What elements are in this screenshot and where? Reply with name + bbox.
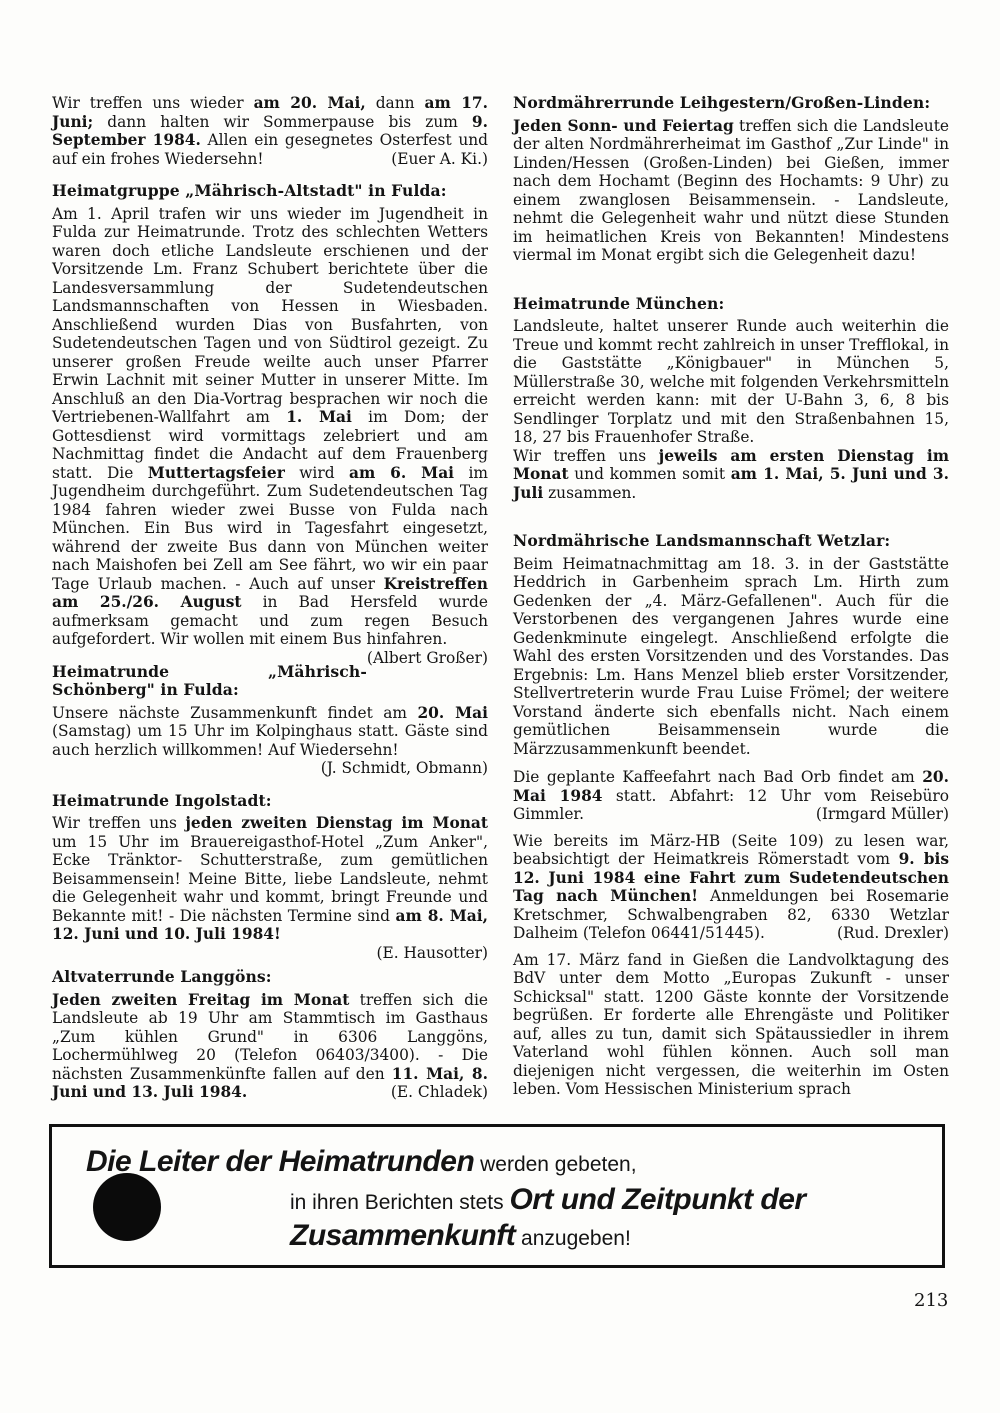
text: Wir treffen uns (52, 814, 186, 832)
date-highlight: am 17. Juni; (52, 94, 489, 131)
date-highlight: am 8. Mai, 12. Juni und 10. Juli 1984! (52, 906, 488, 943)
date-highlight: jeweils am ersten Dienstag im Monat (513, 446, 949, 483)
section-heading: Altvaterrunde Langgöns: (52, 967, 272, 986)
text: treffen sich die Landsleute der alten Nordmährerheimat im Gasthof „Zur Linde" in Linden/Hessen (Großen-Linden) bei Gießen, immer nach dem Hochamt (Beginn des Hochamts: 9 Uhr) zu einem zwanglosen Beisammensein. - Landsleute, nehmt die Gelegenheit wahr und nützt diese Stunden im heimatlichen Kreis von Bekannten! Mindestens viermal im Monat ergibt sich die Gelegenheit dazu! (513, 116, 949, 264)
notice-emphasis: Die Leiter der Heimatrunden (86, 1145, 475, 1178)
section-heading: Heimatrunde „Mährisch-Schönberg" in Fulda: (52, 661, 367, 699)
text: dann halten wir Sommerpause bis zum (93, 112, 472, 131)
section-ingolstadt (52, 792, 488, 963)
event-highlight: 9. bis 12. Juni 1984 eine Fahrt zum Sudetendeutschen Tag nach München! (513, 850, 950, 905)
section-heading: Heimatrunde Ingolstadt: (52, 790, 272, 810)
text: treffen sich die Landsleute ab 19 Uhr am Stammtisch im Gasthaus „Zum kühlen Grund" in 6306 Langgöns, Lochermühlweg 20 (Telefon 06403/3400). - Die nächsten Zusammenkünfte fallen auf den (52, 990, 488, 1083)
text: im Jugendheim durchgeführt. Zum Sudetendeutschen Tag 1984 fahren wieder zwei Busse von Fulda nach München. Ein Bus wird in Tagesfahrt eingesetzt, während der zweite Bus dann von München weiter nach Maishofen bei Zell am See fährt, wo wir ein paar Tage Urlaub machen. - Auch auf unser (52, 463, 488, 593)
event-highlight: Muttertagsfeier (147, 463, 285, 482)
section-heading: Nordmährerrunde Leihgestern/Großen-Linden: (513, 93, 931, 112)
text: Allen ein gesegnetes Osterfest und auf ein frohes Wiedersehn! (52, 131, 488, 168)
paragraph: Beim Heimatnachmittag am 18. 3. in der Gaststätte Heddrich in Garbenheim sprach Lm. Hirth zum Gedenken der „4. März-Gefallenen". Auch für die Verstorbenen des vergangenen Jahres wurde eine Gedenkminute eingelegt. Anschließend erfolgte die Wahl des ersten Vorsitzenden und des Vorstandes. Das Ergebnis: Lm. Hans Menzel blieb erster Vorsitzender, Stellvertreterin wurde Frau Luise Frömel; der weitere Vorstand änderte sich ebenfalls nicht. Nach einem gemütlichen Beisammensein wurde die Märzzusammenkunft beendet. (513, 554, 949, 758)
notice-line-3 (290, 1219, 631, 1253)
signature: (Irmgard Müller) (815, 805, 949, 823)
left-column (52, 94, 488, 1102)
text: zusammen. (543, 483, 637, 502)
section-leihgestern (513, 94, 949, 265)
notice-line-2 (290, 1183, 806, 1217)
text: wird (284, 463, 350, 482)
signature: (E. Chladek) (390, 1083, 488, 1101)
notice-line-1 (86, 1145, 637, 1179)
text: um 15 Uhr im Brauereigasthof-Hotel „Zum Anker", Ecke Tränktor- Schutterstraße, zum gemütlichen Beisammensein! Meine Bitte, liebe Landsleute, nehmt die Gelegenheit wahr und kommt, bringt Freunde und Bekannte mit! - Die nächsten Termine sind (52, 832, 488, 925)
section-heading: Heimatrunde München: (513, 293, 725, 313)
notice-text: anzugeben! (515, 1227, 631, 1250)
text: in Bad Hersfeld wurde aufmerksam gemacht und zum regen Besuch aufgefordert. Wir wollen mit einem Bus hinfahren. (52, 593, 488, 648)
text: Unsere nächste Zusammenkunft findet am (52, 703, 418, 722)
paragraph: Am 17. März fand in Gießen die Landvolktagung des BdV unter dem Motto „Europas Zukunft - unser Schicksal" statt. 1200 Gäste konnte der Vorsitzende begrüßen. Er forderte alle Ehrengäste und Politiker auf, alles zu tun, damit sich Spätaussiedler in ihrem Vaterland wohl fühlen können. Auch soll man diejenigen nicht vergessen, die weiterhin im Osten leben. Vom Hessischen Ministerium sprach (513, 950, 949, 1098)
text: im Dom; der Gottesdienst wird vormittags zelebriert und am Nachmittag findet die Andacht auf dem Frauenberg statt. Die (52, 408, 488, 482)
signature: (Rud. Drexler) (836, 924, 949, 942)
page-number: 213 (914, 1290, 949, 1311)
text: Am 1. April trafen wir uns wieder im Jugendheit in Fulda zur Heimatrunde. Trotz des schlechten Wetters waren doch etliche Landsleute erschienen und der Vorsitzende Lm. Franz Schubert berichtete über die Landesversammlung der Sudetendeutschen Landsmannschaften von Hessen in Wiesbaden. Anschließend wurden Dias von Busfahrten, von Sudetendeutschen Tagen und von Südtirol gezeigt. Zu unserer großen Freude weilte auch unser Pfarrer Erwin Lachnit mit seiner Mutter in unserer Mitte. Im Anschluß an den Dia-Vortrag besprachen wir noch die Vertriebenen-Wallfahrt am (52, 204, 488, 426)
notice-text: in ihren Berichten stets (290, 1191, 510, 1214)
date-highlight: am 6. Mai (349, 463, 455, 482)
section-langgoens (52, 968, 488, 1102)
section-wetzlar (513, 532, 949, 1099)
right-column (513, 94, 949, 1099)
text: Die geplante Kaffeefahrt nach Bad Orb findet am (513, 768, 923, 786)
section-muenchen (513, 295, 949, 503)
text: dann (365, 94, 425, 112)
notice-emphasis: Zusammenkunft (290, 1219, 516, 1252)
date-highlight: 9. September 1984. (52, 112, 488, 149)
date-highlight: Jeden zweiten Freitag im Monat (52, 990, 350, 1009)
text: Wir treffen uns wieder (52, 94, 254, 112)
date-highlight: 20. Mai 1984 (513, 768, 949, 805)
text: und kommen somit (568, 465, 731, 483)
bullet-dot-icon (93, 1173, 161, 1241)
notice-box (49, 1124, 945, 1268)
date-highlight: am 20. Mai, (253, 94, 366, 112)
text: Anmeldungen bei Rosemarie Kretschmer, Schwalbengraben 82, 6330 Wetzlar Dalheim (Telefon 06441/51445). (513, 887, 949, 942)
text: (Samstag) um 15 Uhr im Kolpinghaus statt. Gäste sind auch herzlich willkommen! Auf Wiedersehn! (52, 722, 488, 759)
section-heading: Heimatgruppe „Mährisch-Altstadt" in Fulda: (52, 181, 447, 200)
notice-text: werden gebeten, (474, 1153, 637, 1176)
text: Wie bereits im März-HB (Seite 109) zu lesen war, beabsichtigt der Heimatkreis Römerstadt vom (513, 831, 949, 868)
signature: (J. Schmidt, Obmann) (320, 759, 488, 777)
section-schoenberg (52, 663, 488, 778)
intro-paragraph (52, 94, 488, 168)
signature: (Albert Großer) (366, 648, 488, 667)
date-highlight: jeden zweiten Dienstag im Monat (185, 814, 488, 832)
date-highlight: am 1. Mai, 5. Juni und 3. Juli (513, 465, 949, 502)
event-highlight: Kreistreffen am 25./26. August (52, 574, 488, 611)
signature: (E. Hausotter) (376, 943, 488, 962)
date-highlight: Jeden Sonn- und Feiertag (513, 116, 734, 135)
paragraph: Landsleute, haltet unserer Runde auch weiterhin die Treue und kommt recht zahlreich in unser Trefflokal, in die Gaststätte „Königbauer" in München 5, Müllerstraße 30, welche mit folgenden Verkehrsmitteln erreicht werden kann: mit der U-Bahn 3, 6, 8 bis Sendlinger Torplatz und mit den Straßenbahnen 15, 18, 27 bis Frauenhofer Straße. (513, 317, 949, 446)
text: Wir treffen uns (513, 446, 659, 465)
date-highlight: 11. Mai, 8. Juni und 13. Juli 1984. (52, 1064, 488, 1101)
signature: (Euer A. Ki.) (391, 149, 488, 168)
date-highlight: 20. Mai (417, 703, 489, 722)
notice-emphasis: Ort und Zeitpunkt der (509, 1183, 806, 1216)
date-highlight: 1. Mai (286, 408, 352, 426)
section-heading: Nordmährische Landsmannschaft Wetzlar: (513, 531, 891, 550)
section-altstadt (52, 181, 488, 667)
text: statt. Abfahrt: 12 Uhr vom Reisebüro Gimmler. (513, 786, 949, 823)
